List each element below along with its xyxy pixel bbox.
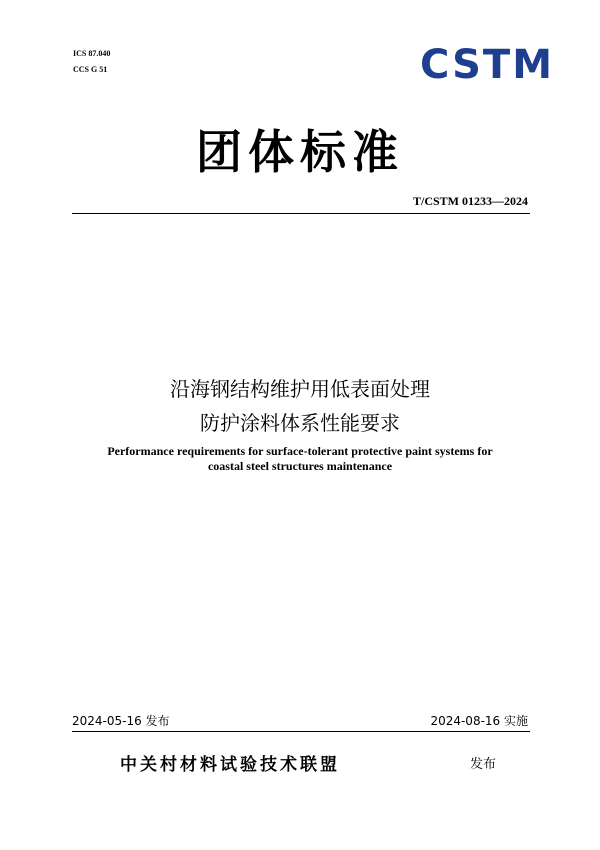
classification-codes xyxy=(73,46,110,78)
standard-number: T/CSTM 01233—2024 xyxy=(412,194,528,208)
implement-date: 2024-08-16 实施 xyxy=(430,714,528,728)
logo-text: CSTM xyxy=(420,42,554,86)
title-zh-line-1: 沿海钢结构维护用低表面处理 xyxy=(170,377,430,401)
publish-date: 2024-05-16 发布 xyxy=(72,714,170,728)
title-zh-line-2: 防护涂料体系性能要求 xyxy=(200,411,400,435)
title-en-line-1: Performance requirements for surface-tolerant protective paint systems for xyxy=(107,444,493,458)
bottom-divider xyxy=(72,731,530,732)
cstm-logo xyxy=(416,42,558,86)
ccs-code: CCS G 51 xyxy=(73,65,108,74)
standard-type-title: 团体标准 xyxy=(196,125,404,179)
issue-label: 发布 xyxy=(470,757,497,772)
title-en-line-2: coastal steel structures maintenance xyxy=(207,459,393,473)
ics-code: ICS 87.040 xyxy=(73,49,111,58)
top-divider xyxy=(72,213,530,214)
issuing-organization: 中关村材料试验技术联盟 xyxy=(120,755,340,775)
